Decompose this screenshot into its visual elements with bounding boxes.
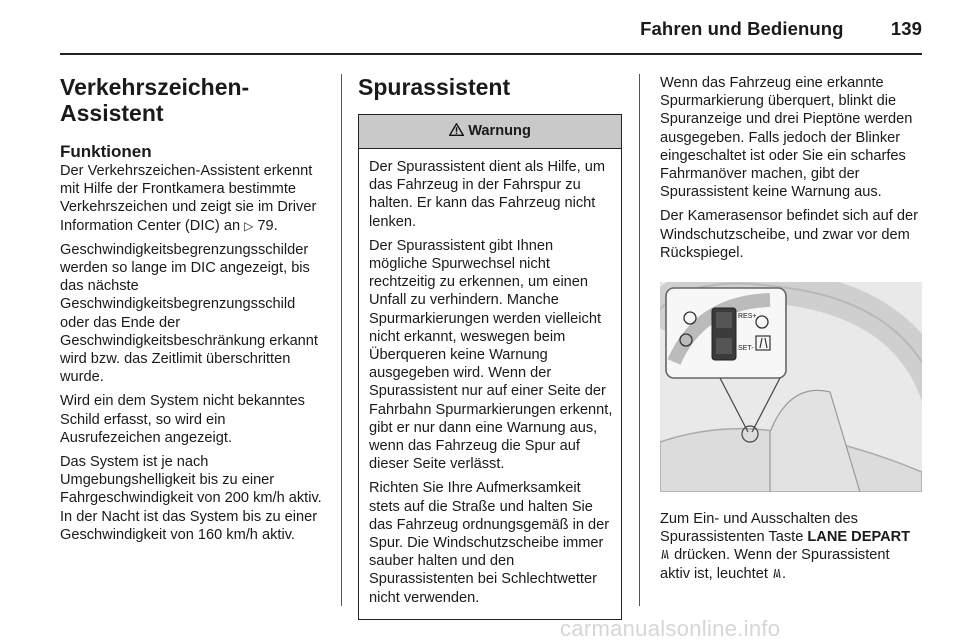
lane-depart-icon [772, 565, 782, 583]
lane-depart-button-label: LANE DEPART [807, 529, 911, 546]
lane-depart-icon [660, 546, 670, 564]
section-title: Fahren und Bedienung [640, 18, 844, 39]
paragraph: Das System ist je nach Umgebungshelligkeit bis zu einer Fahrgeschwindigkeit von 200 km/h aktiv. In der Nacht ist das System bis zu einer Geschwindigkeit von 160 km/h aktiv. [60, 454, 322, 543]
warning-box [358, 114, 622, 620]
warning-paragraph: Der Spurassistent dient als Hilfe, um das Fahrzeug in der Fahrspur zu halten. Er kann das Fahrzeug nicht lenken. [369, 159, 606, 230]
paragraph: Wenn das Fahrzeug eine erkannte Spurmarkierung überquert, blinkt die Spuranzeige und drei Pieptöne werden ausgegeben. Falls jedoch der Blinker eingeschaltet ist oder Sie ein scharfes Fahrmanöver machen, gibt der Spurassistent keine Warnung aus. [660, 75, 913, 201]
page-reference-link[interactable]: 79. [257, 217, 278, 234]
triangle-right-icon: ▷ [244, 218, 254, 233]
traffic-sign-heading: Verkehrszeichen- Assistent [60, 74, 250, 126]
column-divider [639, 74, 640, 606]
paragraph: Geschwindigkeitsbegrenzungsschilder werden so lange im DIC angezeigt, bis das nächste Geschwindigkeitsbegrenzungsschild oder das Ende der Geschwindigkeitsbeschränkung erkannt wird bzw. das Zeitlimit überschritten wurde. [60, 241, 318, 386]
paragraph: Der Kamerasensor befindet sich auf der Windschutzscheibe, und zwar vor dem Rückspiegel. [660, 208, 918, 261]
warning-paragraph: Der Spurassistent gibt Ihnen mögliche Spurwechsel nicht rechtzeitig zu erkennen, um einen Unfall zu verhindern. Manche Spurmarkierungen werden vielleicht nicht erkannt, weswegen beim Überqueren keine Warnung ausgegeben wird. Wenn der Spurassistent nur auf einer Seite der Fahrbahn Spurmarkierungen erkennt, gibt er nur dann eine Warnung aus, wenn das Fahrzeug die Spur auf dieser Seite verlässt. [369, 237, 613, 473]
column-left [60, 74, 324, 550]
page-number: 139 [890, 18, 922, 39]
steering-wheel-figure [660, 282, 922, 492]
column-middle [358, 74, 622, 620]
warning-paragraph: Richten Sie Ihre Aufmerksamkeit stets auf die Straße und halten Sie das Fahrzeug ordnungsgemäß in der Spur. Die Windschutzscheibe immer sauber halten und den Spurassistenten bei Schlechtwetter nicht verwenden. [369, 480, 610, 606]
watermark: carmanualsonline.info [560, 616, 781, 641]
paragraph: Der Verkehrszeichen-Assistent erkennt mit Hilfe der Frontkamera bestimmte Verkehrszeichen und zeigt sie im Driver Information Center (DIC) an ▷ 79. [60, 163, 317, 234]
column-right [660, 74, 922, 589]
warning-triangle-icon [449, 123, 468, 139]
page-header [640, 18, 922, 40]
res-label: RES+ [738, 313, 757, 321]
column-divider [341, 74, 342, 606]
set-label: SET- [738, 345, 754, 353]
header-rule [60, 53, 922, 55]
paragraph: Zum Ein- und Ausschalten des Spurassistenten Taste LANE DEPART drücken. Wenn der Spurassistent aktiv ist, leuchtet . [660, 511, 911, 582]
warning-body [359, 149, 621, 619]
warning-title: Warnung [468, 123, 531, 139]
steering-wheel-illustration [660, 282, 922, 492]
functions-subheading: Funktionen [60, 142, 152, 161]
warning-header [359, 115, 621, 149]
lane-assist-heading: Spurassistent [358, 74, 511, 100]
paragraph: Wird ein dem System nicht bekanntes Schild erfasst, so wird ein Ausrufezeichen angezeigt. [60, 393, 305, 446]
